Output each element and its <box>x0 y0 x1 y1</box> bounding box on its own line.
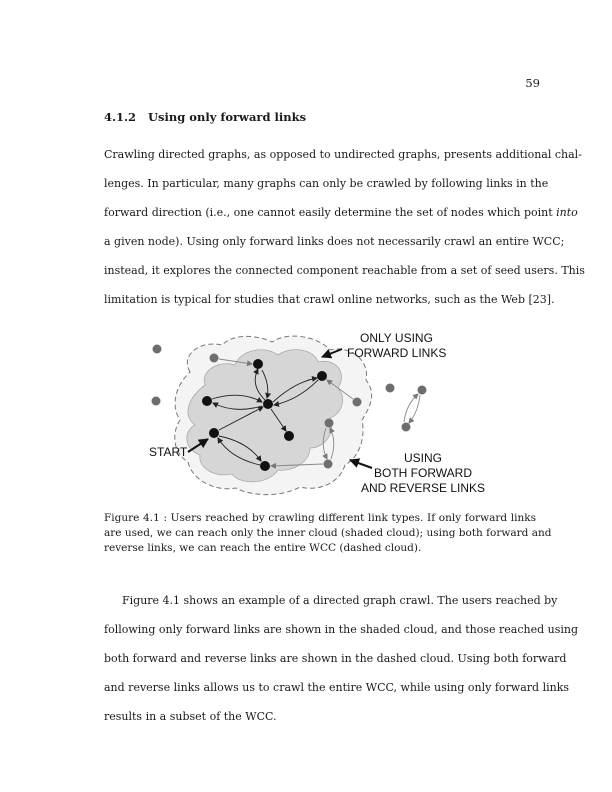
user-node-wcc <box>353 398 362 407</box>
paragraph-line-text: forward direction (i.e., one cannot easily determine the set of nodes which point <box>104 206 557 219</box>
figure-caption <box>104 511 552 556</box>
label-and-reverse-links: AND REVERSE LINKS <box>361 481 486 495</box>
edge <box>404 394 418 422</box>
label-using: USING <box>404 451 443 465</box>
italic-word: into <box>556 206 578 219</box>
user-node-unreached <box>402 423 411 432</box>
user-node-start <box>209 428 219 438</box>
caption-line: reverse links, we can reach the entire WCC (dashed cloud). <box>104 542 422 554</box>
caption-line: Figure 4.1 : Users reached by crawling different link types. If only forward links <box>104 512 536 524</box>
user-node-forward <box>260 461 270 471</box>
label-forward-links: FORWARD LINKS <box>347 346 447 360</box>
user-node-wcc <box>210 354 219 363</box>
user-node-wcc <box>324 460 333 469</box>
paragraph-line: Crawling directed graphs, as opposed to undirected graphs, presents additional chal- <box>104 148 582 161</box>
user-node-forward <box>317 371 327 381</box>
paragraph-line: limitation is typical for studies that crawl online networks, such as the Web [23]. <box>104 293 555 306</box>
paragraph-line: following only forward links are shown in the shaded cloud, and those reached using <box>104 623 579 636</box>
caption-line: are used, we can reach only the inner cloud (shaded cloud); using both forward and <box>104 527 552 539</box>
user-node-forward <box>253 359 263 369</box>
user-node-unreached <box>153 345 162 354</box>
paragraph-line: results in a subset of the WCC. <box>104 710 277 723</box>
user-node-forward <box>202 396 212 406</box>
paragraph-2 <box>104 586 579 731</box>
section-number: 4.1.2 <box>104 110 137 124</box>
user-node-wcc <box>325 419 334 428</box>
paragraph-line: a given node). Using only forward links does not necessarily crawl an entire WCC; <box>104 235 565 248</box>
paragraph-line: instead, it explores the connected component reachable from a set of seed users. This <box>104 264 585 277</box>
label-start: START <box>149 445 188 459</box>
paragraph-line: and reverse links allows us to crawl the entire WCC, while using only forward links <box>104 681 570 694</box>
section-title: Using only forward links <box>148 110 307 124</box>
both-arrow <box>350 460 372 468</box>
user-node-forward <box>284 431 294 441</box>
edge <box>409 395 420 423</box>
label-only-using: ONLY USING <box>360 331 433 345</box>
paragraph-line: lenges. In particular, many graphs can only be crawled by following links in the <box>104 177 549 190</box>
user-node-unreached <box>418 386 427 395</box>
paragraph-line: both forward and reverse links are shown in the dashed cloud. Using both forward <box>104 652 567 665</box>
label-both-forward: BOTH FORWARD <box>374 466 472 480</box>
user-node-unreached <box>152 397 161 406</box>
user-node-forward <box>263 399 273 409</box>
user-node-unreached <box>386 384 395 393</box>
page-number: 59 <box>525 76 540 90</box>
paragraph-line: Figure 4.1 shows an example of a directed graph crawl. The users reached by <box>122 594 558 607</box>
